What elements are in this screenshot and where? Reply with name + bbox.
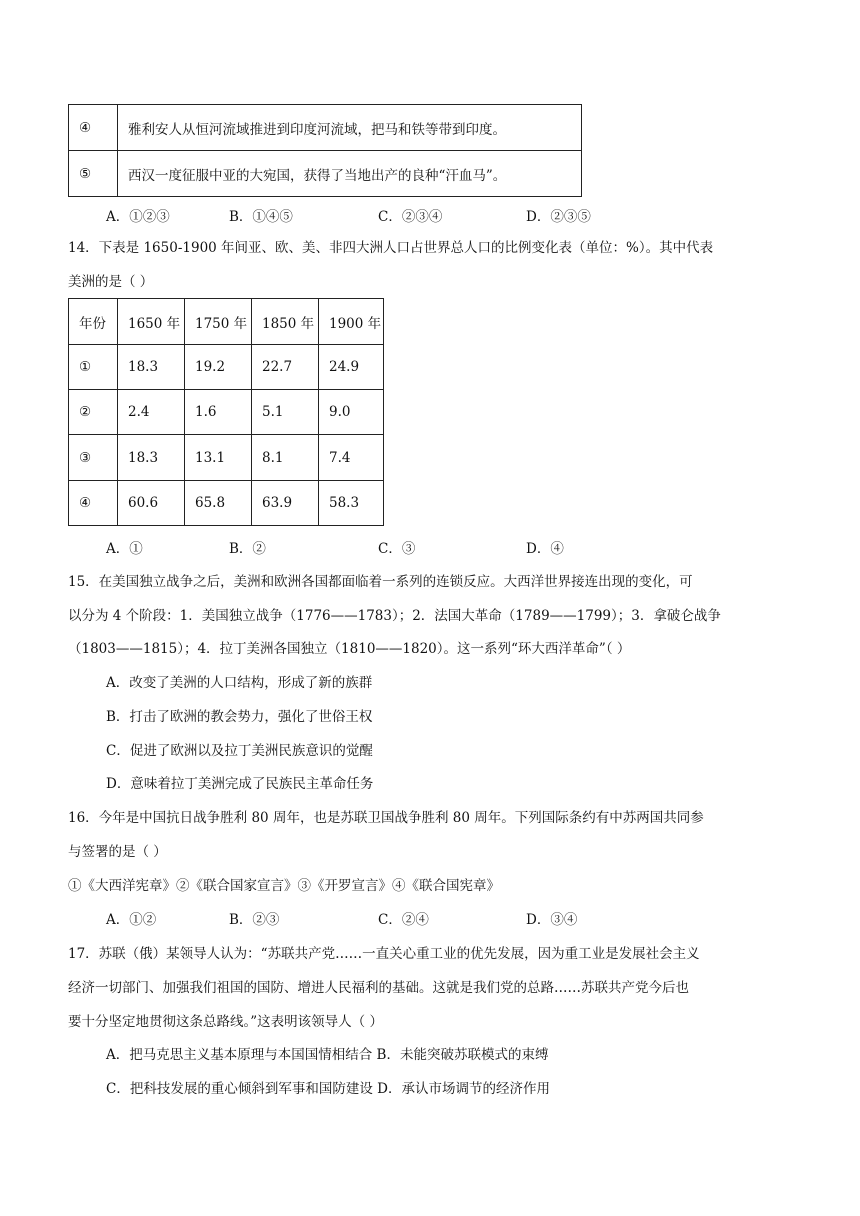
- table-row: [69, 105, 582, 151]
- q15-option-d[interactable]: D．意味着拉丁美洲完成了民族民主革命任务: [106, 776, 374, 792]
- row-number: ⑤: [69, 151, 118, 197]
- q13-table: [68, 104, 582, 197]
- q15-stem-line1: 15．在美国独立战争之后，美洲和欧洲各国都面临着一系列的连锁反应。大西洋世界接连出现的变化，可: [68, 574, 693, 590]
- q17-stem-line2: 经济一切部门、加强我们祖国的国防、增进人民福利的基础。这就是我们党的总路……苏联共产党今后也: [68, 980, 689, 996]
- option-c[interactable]: C．③: [378, 541, 416, 557]
- q15-stem-line2: 以分为 4 个阶段：1．美国独立战争（1776——1783）；2．法国大革命（1789——1799）；3．拿破仑战争: [68, 608, 721, 624]
- table-cell: 24.9: [319, 345, 384, 390]
- header-cell: 1650 年: [118, 299, 185, 345]
- q14-stem-line2: 美洲的是（ ）: [68, 274, 154, 290]
- table-cell: 58.3: [319, 481, 384, 526]
- header-cell: 1900 年: [319, 299, 384, 345]
- q16-stem-line1: 16．今年是中国抗日战争胜利 80 周年，也是苏联卫国战争胜利 80 周年。下列国际条约有中苏两国共同参: [68, 810, 704, 826]
- option-d[interactable]: D．②③⑤: [526, 209, 591, 225]
- table-cell: ②: [69, 390, 118, 435]
- table-cell: 5.1: [252, 390, 319, 435]
- row-number: ④: [69, 105, 118, 151]
- option-a[interactable]: A．①: [106, 541, 143, 557]
- q17-stem-line1: 17．苏联（俄）某领导人认为：“苏联共产党……一直关心重工业的优先发展，因为重工业是发展社会主义: [68, 946, 700, 962]
- table-cell: 22.7: [252, 345, 319, 390]
- option-a[interactable]: A．①②③: [106, 209, 170, 225]
- table-cell: 2.4: [118, 390, 185, 435]
- table-cell: 19.2: [185, 345, 252, 390]
- q16-stem-line2: 与签署的是（ ）: [68, 844, 167, 860]
- table-cell: 18.3: [118, 345, 185, 390]
- header-cell: 1850 年: [252, 299, 319, 345]
- option-c[interactable]: C．②④: [378, 912, 429, 928]
- table-cell: 60.6: [118, 481, 185, 526]
- q17-options-row1[interactable]: A．把马克思主义基本原理与本国国情相结合 B．未能突破苏联模式的束缚: [106, 1047, 549, 1063]
- table-cell: 63.9: [252, 481, 319, 526]
- option-d[interactable]: D．③④: [526, 912, 578, 928]
- q17-options-row2[interactable]: C．把科技发展的重心倾斜到军事和国防建设 D．承认市场调节的经济作用: [106, 1081, 550, 1097]
- table-cell: 18.3: [118, 435, 185, 481]
- q17-stem-line3: 要十分坚定地贯彻这条总路线。”这表明该领导人（ ）: [68, 1014, 383, 1030]
- table-cell: 7.4: [319, 435, 384, 481]
- table-row: [69, 481, 384, 526]
- q15-option-a[interactable]: A．改变了美洲的人口结构，形成了新的族群: [106, 675, 373, 691]
- row-text: 雅利安人从恒河流域推进到印度河流域，把马和铁等带到印度。: [118, 105, 582, 151]
- table-row: [69, 345, 384, 390]
- table-cell: ④: [69, 481, 118, 526]
- table-cell: ③: [69, 435, 118, 481]
- table-cell: 1.6: [185, 390, 252, 435]
- q15-stem-line3: （1803——1815）；4．拉丁美洲各国独立（1810——1820）。这一系列“环大西洋革命”（ ）: [68, 641, 631, 657]
- header-cell: 1750 年: [185, 299, 252, 345]
- q14-stem-line1: 14．下表是 1650-1900 年间亚、欧、美、非四大洲人口占世界总人口的比例变化表（单位：%）。其中代表: [68, 240, 714, 256]
- option-c[interactable]: C．②③④: [378, 209, 443, 225]
- q15-option-c[interactable]: C．促进了欧洲以及拉丁美洲民族意识的觉醒: [106, 743, 373, 759]
- table-cell: 8.1: [252, 435, 319, 481]
- option-b[interactable]: B．②: [229, 541, 266, 557]
- table-cell: 65.8: [185, 481, 252, 526]
- header-cell: 年份: [69, 299, 118, 345]
- q15-option-b[interactable]: B．打击了欧洲的教会势力，强化了世俗王权: [106, 709, 373, 725]
- table-row: [69, 390, 384, 435]
- table-cell: ①: [69, 345, 118, 390]
- option-d[interactable]: D．④: [526, 541, 564, 557]
- table-row: [69, 151, 582, 197]
- option-b[interactable]: B．②③: [229, 912, 280, 928]
- table-cell: 9.0: [319, 390, 384, 435]
- table-cell: 13.1: [185, 435, 252, 481]
- q14-table: [68, 298, 384, 526]
- option-b[interactable]: B．①④⑤: [229, 209, 293, 225]
- option-a[interactable]: A．①②: [106, 912, 157, 928]
- q16-items: ①《大西洋宪章》②《联合国家宣言》③《开罗宣言》④《联合国宪章》: [68, 878, 500, 894]
- table-header-row: [69, 299, 384, 345]
- table-row: [69, 435, 384, 481]
- row-text: 西汉一度征服中亚的大宛国，获得了当地出产的良种“汗血马”。: [118, 151, 582, 197]
